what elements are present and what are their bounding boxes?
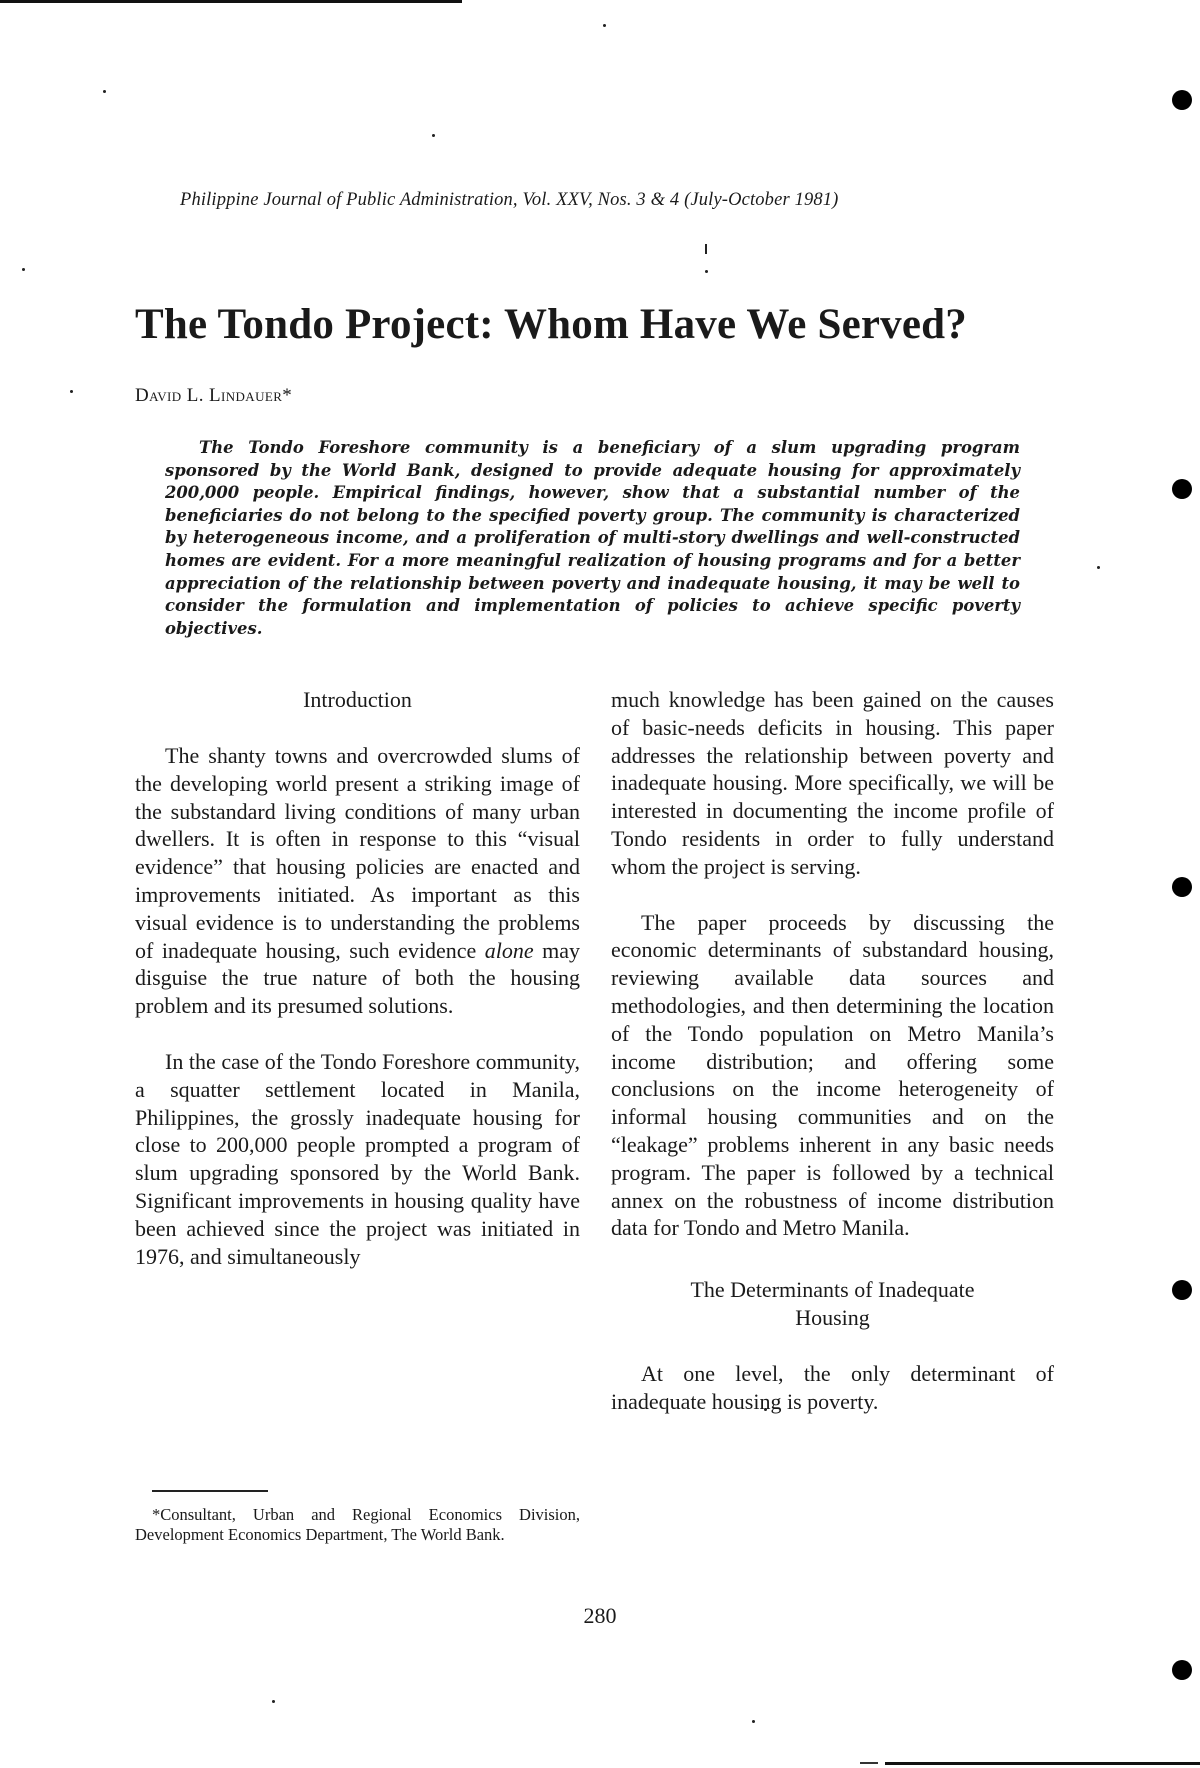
scan-edge-top — [0, 0, 462, 3]
left-column — [135, 686, 580, 1270]
scan-mark-bottom — [860, 1762, 878, 1764]
scan-speck — [1097, 566, 1100, 569]
scan-speck — [70, 390, 73, 393]
scan-speck — [752, 1720, 755, 1723]
scan-speck — [705, 270, 708, 273]
body-paragraph — [135, 742, 580, 1020]
binder-hole-3 — [1172, 877, 1192, 897]
right-column — [611, 686, 1054, 1416]
body-paragraph: At one level, the only determinant of inadequate housing is poverty. — [611, 1361, 1054, 1414]
journal-citation: Philippine Journal of Public Administration, Vol. XXV, Nos. 3 & 4 (July-October 1981) — [180, 190, 839, 210]
abstract: The Tondo Foreshore community is a beneficiary of a slum upgrading program sponsored by the World Bank, designed to provide adequate housing for approximately 200,000 people. Empirical findings, however, show that a substantial number of the beneficiaries do not belong to the specified poverty group. The community is characterized by heterogeneous income, and a proliferation of multi-story dwellings and well-constructed homes are evident. For a more meaningful realization of housing programs and for a better appreciation of the relationship between poverty and inadequate housing, it may be well to consider the formulation and implementation of policies to achieve specific poverty objectives. — [165, 438, 1020, 638]
scan-speck — [22, 268, 25, 271]
scan-speck — [603, 24, 606, 27]
author-name: David L. Lindauer* — [135, 385, 293, 406]
binder-hole-4 — [1172, 1280, 1192, 1300]
body-text: may disguise the true nature of both the housing problem and its presumed solutions. — [135, 937, 581, 1019]
body-paragraph-continued: much knowledge has been gained on the causes of basic-needs deficits in housing. This paper addresses the relationship between poverty and inadequate housing. More specifically, we will be interested in documenting the income profile of Tondo residents in order to fully understand whom the project is serving. — [611, 687, 1054, 879]
body-text: The shanty towns and overcrowded slums of the developing world present a striking image of the substandard living conditions of many urban dwellers. It is often in response to this “visual evidence” that housing policies are enacted and improvements initiated. As important as this visual evidence is to understanding the problems of inadequate housing, such evidence — [135, 743, 580, 963]
emphasis-text: alone — [484, 937, 534, 963]
binder-hole-2 — [1172, 479, 1192, 499]
footnote-rule — [152, 1490, 268, 1492]
section-heading-determinants — [611, 1276, 1054, 1332]
section-heading-introduction: Introduction — [303, 687, 412, 712]
heading-line: Housing — [795, 1305, 870, 1331]
heading-line: The Determinants of Inadequate — [690, 1277, 975, 1303]
scan-speck — [103, 90, 106, 93]
scan-speck — [272, 1700, 275, 1703]
binder-hole-5 — [1172, 1660, 1192, 1680]
scan-edge-bottom — [885, 1762, 1200, 1765]
binder-hole-1 — [1172, 90, 1192, 110]
scan-speck — [432, 134, 435, 137]
body-paragraph: The paper proceeds by discussing the economic determinants of substandard housing, reviewing available data sources and methodologies, and then determining the location of the Tondo population on Metro Manila’s income distribution; and offering some conclusions on the income heterogeneity of informal housing communities and on the “leakage” problems inherent in any basic needs program. The paper is followed by a technical annex on the robustness of income distribution data for Tondo and Metro Manila. — [611, 909, 1054, 1241]
author-footnote: *Consultant, Urban and Regional Economics Division, Development Economics Department, The World Bank. — [135, 1505, 580, 1544]
page-number: 280 — [583, 1603, 617, 1628]
body-paragraph: In the case of the Tondo Foreshore community, a squatter settlement located in Manila, Philippines, the grossly inadequate housing for close to 200,000 people prompted a program of slum upgrading sponsored by the World Bank. Significant improvements in housing quality have been achieved since the project was initiated in 1976, and simultaneously — [135, 1048, 580, 1269]
article-title: The Tondo Project: Whom Have We Served? — [135, 301, 967, 348]
scan-speck — [705, 244, 707, 254]
